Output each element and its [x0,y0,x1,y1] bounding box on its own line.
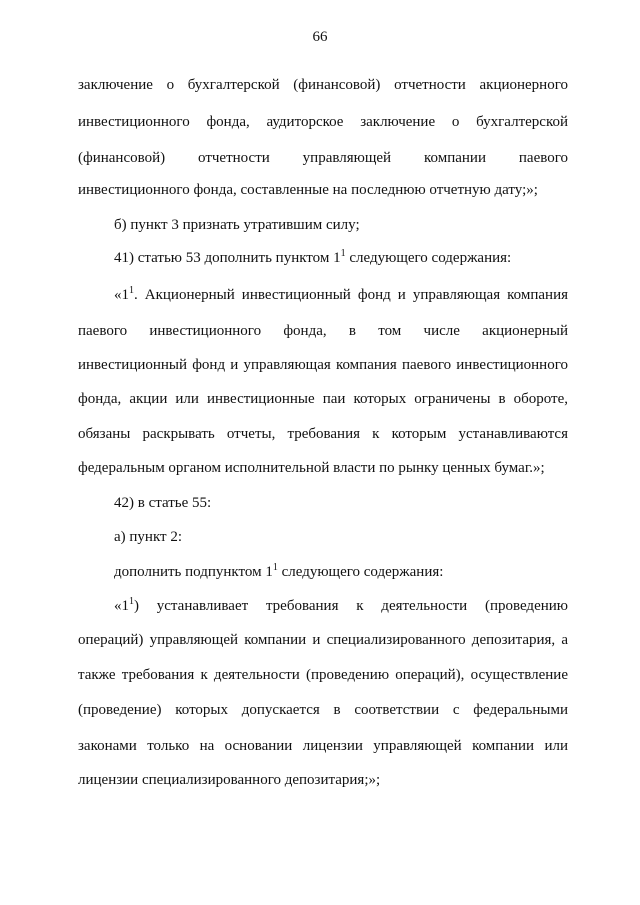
paragraph-3-first-text: ) устанавливает требования к деятельности (проведению [134,598,568,614]
item-add-superscript: 1 [272,562,278,573]
paragraph-2-first-line [114,286,568,304]
paragraph-2-open: «1 [114,287,129,303]
paragraph-1-line: инвестиционного фонда, составленные на последнюю отчетную дату;»; [78,182,538,198]
item-42: 42) в статье 55: [114,495,212,511]
paragraph-3-line: также требования к деятельности (проведению операций), осуществление [78,667,568,683]
paragraph-2-first-text: . Акционерный инвестиционный фонд и управляющая компания [134,287,568,303]
item-41-text-end: следующего содержания: [345,250,512,266]
item-b: б) пункт 3 признать утратившим силу; [114,217,360,233]
item-add-text: дополнить подпунктом 1 [114,564,273,580]
paragraph-1-line: (финансовой) отчетности управляющей компании паевого [78,150,568,166]
paragraph-2-line: инвестиционный фонд и управляющая компания паевого инвестиционного [78,357,568,373]
page-number: 66 [312,29,328,45]
item-add-text-end: следующего содержания: [277,564,444,580]
paragraph-2-line: федеральным органом исполнительной власти по рынку ценных бумаг.»; [78,460,545,476]
item-41-text: 41) статью 53 дополнить пунктом 1 [114,250,341,266]
item-a: а) пункт 2: [114,529,183,545]
paragraph-2-line: паевого инвестиционного фонда, в том числе акционерный [78,323,568,339]
item-add-subpoint [114,563,568,581]
item-41-superscript: 1 [340,248,346,259]
paragraph-1-line: заключение о бухгалтерской (финансовой) отчетности акционерного [78,77,568,93]
paragraph-3-line: лицензии специализированного депозитария;»; [78,772,381,788]
paragraph-2-superscript: 1 [129,285,134,296]
paragraph-2-line: фонда, акции или инвестиционные паи которых ограничены в обороте, [78,391,568,407]
paragraph-3-first-line [114,597,568,615]
paragraph-1-line: инвестиционного фонда, аудиторское заключение о бухгалтерской [78,114,568,130]
paragraph-3-line: (проведение) которых допускается в соответствии с федеральными [78,702,568,718]
paragraph-3-open: «1 [114,598,129,614]
paragraph-3-superscript: 1 [129,596,134,607]
item-41 [114,249,568,267]
paragraph-3-line: законами только на основании лицензии управляющей компании или [78,738,568,754]
paragraph-2-line: обязаны раскрывать отчеты, требования к которым устанавливаются [78,426,568,442]
paragraph-3-line: операций) управляющей компании и специализированного депозитария, а [78,632,568,648]
